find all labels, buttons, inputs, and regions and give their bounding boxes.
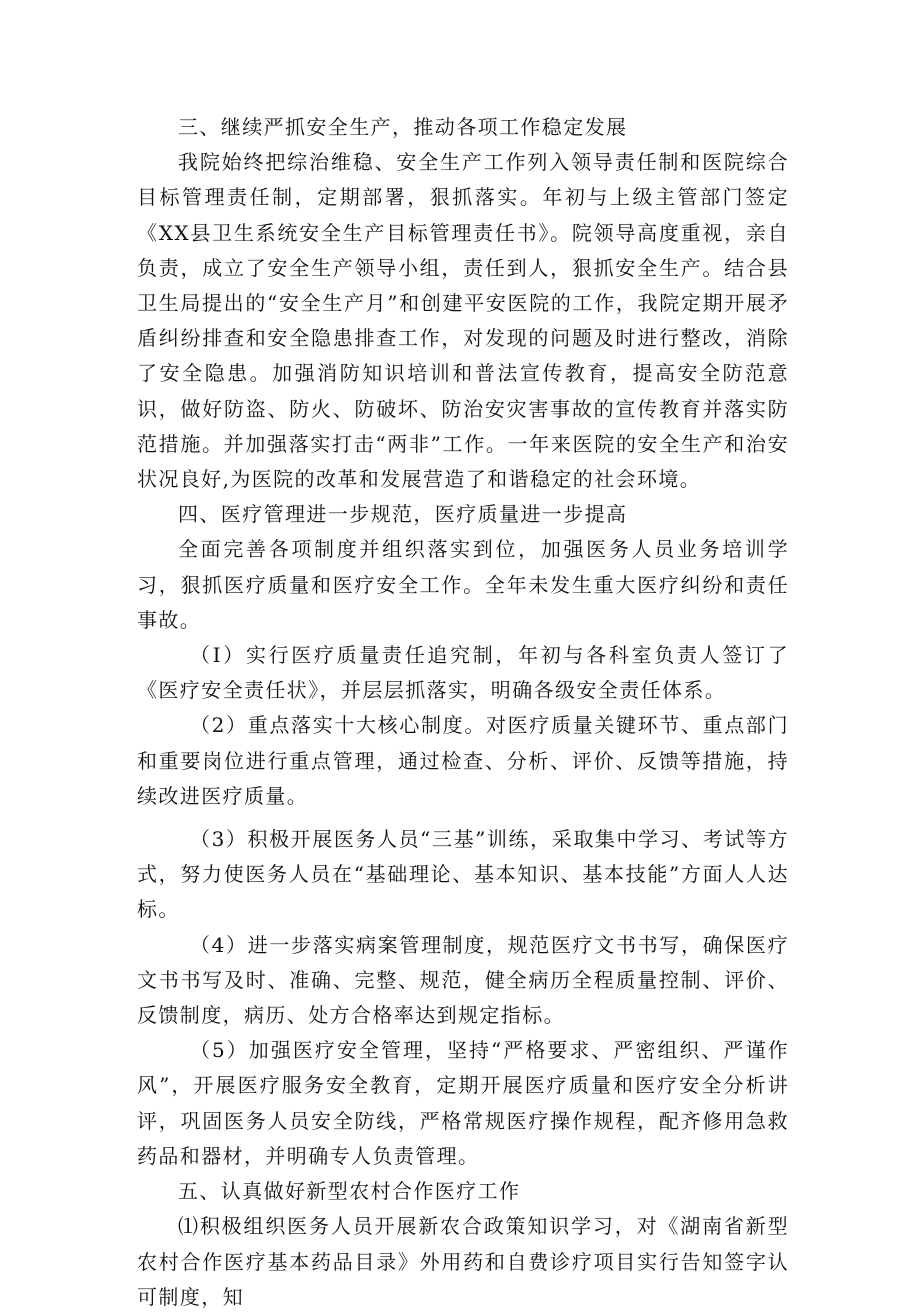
section-4-item-5: （5）加强医疗安全管理，坚持“严格要求、严密组织、严谨作风”，开展医疗服务安全教育，定期开展医疗质量和医疗安全分析讲评，巩固医务人员安全防线，严格常规医疗操作规程，配齐修用急救药品和器材，并明确专人负责管理。 [137,1038,789,1168]
section-4-item-3: （3）积极开展医务人员“三基”训练，采取集中学习、考试等方式，努力使医务人员在“基础理论、基本知识、基本技能”方面人人达标。 [137,827,789,922]
section-4-heading: 四、医疗管理进一步规范，医疗质量进一步提高 [178,502,628,527]
section-4-item-1: （I）实行医疗质量责任追究制，年初与各科室负责人签订了《医疗安全责任状》，并层层抓落实，明确各级安全责任体系。 [137,643,789,703]
section-4-item-2: （2）重点落实十大核心制度。对医疗质量关键环节、重点部门和重要岗位进行重点管理，通过检查、分析、评价、反馈等措施，持续改进医疗质量。 [137,713,789,808]
section-3-paragraph: 我院始终把综治维稳、安全生产工作列入领导责任制和医院综合目标管理责任制，定期部署，狠抓落实。年初与上级主管部门签定《XX县卫生系统安全生产目标管理责任书》。院领导高度重视，亲自负责，成立了安全生产领导小组，责任到人，狠抓安全生产。结合县卫生局提出的“安全生产月”和创建平安医院的工作，我院定期开展矛盾纠纷排查和安全隐患排查工作，对发现的问题及时进行整改，消除了安全隐患。加强消防知识培训和普法宣传教育，提高安全防范意识，做好防盗、防火、防破坏、防治安灾害事故的宣传教育并落实防范措施。并加强落实打击“两非”工作。一年来医院的安全生产和治安状况良好,为医院的改革和发展营造了和谐稳定的社会环境。 [137,150,789,492]
section-4-item-4: （4）进一步落实病案管理制度，规范医疗文书书写，确保医疗文书书写及时、准确、完整、规范，健全病历全程质量控制、评价、反馈制度，病历、处方合格率达到规定指标。 [137,932,789,1028]
document-body [137,110,789,1315]
section-4-intro: 全面完善各项制度并组织落实到位，加强医务人员业务培训学习，狠抓医疗质量和医疗安全工作。全年未发生重大医疗纠纷和责任事故。 [137,537,789,632]
section-3-heading: 三、继续严抓安全生产，推动各项工作稳定发展 [178,115,628,139]
section-5-paragraph: ⑴积极组织医务人员开展新农合政策知识学习，对《湖南省新型农村合作医疗基本药品目录》外用药和自费诊疗项目实行告知签字认可制度，知 [137,1214,789,1309]
section-5-heading: 五、认真做好新型农村合作医疗工作 [178,1179,521,1204]
